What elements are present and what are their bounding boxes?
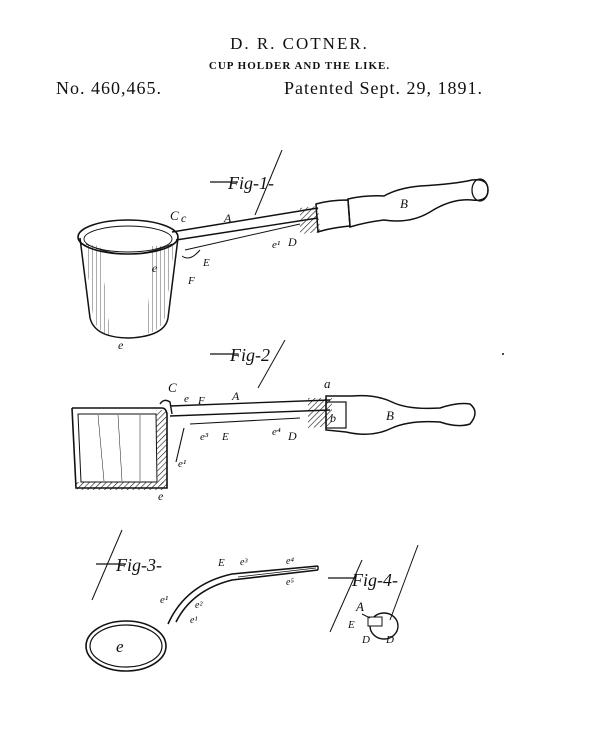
figure-4 [328, 545, 418, 646]
fig2-label-e: e [184, 393, 189, 405]
fig3-label-e4: e⁴ [286, 556, 294, 567]
fig3-label-e: e [116, 637, 124, 656]
fig3-label-e1b: e¹ [190, 615, 198, 626]
inventor-name: D. R. COTNER. [230, 34, 369, 53]
fig2-label-A: A [232, 389, 240, 403]
fig4-label-D1: D [362, 634, 370, 646]
fig3-label-E: E [218, 557, 225, 569]
fig2-cup-section [72, 400, 172, 490]
fig2-label-e3: e³ [200, 431, 209, 443]
fig3-label-e3: e³ [240, 557, 248, 568]
fig2-label-b: b [330, 411, 336, 425]
fig3-label-e1: e¹ [160, 594, 169, 606]
fig1-label-F: F [188, 275, 195, 287]
fig4-label-D2: D [386, 634, 394, 646]
speck [502, 353, 504, 355]
fig2-label-C: C [168, 380, 177, 395]
fig1-label-D: D [288, 235, 297, 249]
fig2-label-e-bottom: e [158, 489, 164, 503]
fig3-label-e2: e² [195, 600, 203, 611]
figure-1 [78, 150, 488, 352]
fig2-handle-section [170, 396, 475, 462]
fig1-label-B: B [400, 196, 408, 211]
fig1-label-e-bottom: e [118, 338, 124, 352]
fig2-label-a: a [324, 376, 331, 391]
fig4-label-E: E [348, 619, 355, 631]
figure-3 [86, 530, 318, 671]
fig1-handle [172, 179, 488, 258]
fig1-cup [78, 220, 178, 338]
figure-2 [72, 340, 475, 503]
fig2-label-e4: e⁴ [272, 426, 281, 438]
fig1-caption: Fig-1- [228, 173, 274, 193]
fig1-label-e1: e¹ [272, 239, 281, 251]
fig1-label-A: A [224, 211, 232, 225]
fig2-label-e1: e¹ [178, 458, 187, 470]
patent-title: CUP HOLDER AND THE LIKE. [208, 60, 391, 72]
fig1-label-e: e [152, 261, 158, 275]
fig3-caption: Fig-3- [116, 555, 162, 575]
patent-date: Patented Sept. 29, 1891. [284, 78, 483, 98]
fig1-label-c: c [181, 211, 187, 225]
fig3-label-e5: e⁵ [286, 577, 294, 588]
fig2-label-E: E [222, 431, 229, 443]
fig4-label-A: A [356, 599, 364, 614]
fig2-label-D: D [288, 429, 297, 443]
fig1-label-C: C [170, 208, 179, 223]
fig2-caption: Fig-2 [230, 345, 270, 365]
patent-number: No. 460,465. [56, 78, 162, 98]
fig4-caption: Fig-4- [352, 570, 398, 590]
fig2-label-B: B [386, 408, 394, 423]
fig2-label-F: F [198, 395, 205, 407]
fig1-label-E: E [203, 257, 210, 269]
